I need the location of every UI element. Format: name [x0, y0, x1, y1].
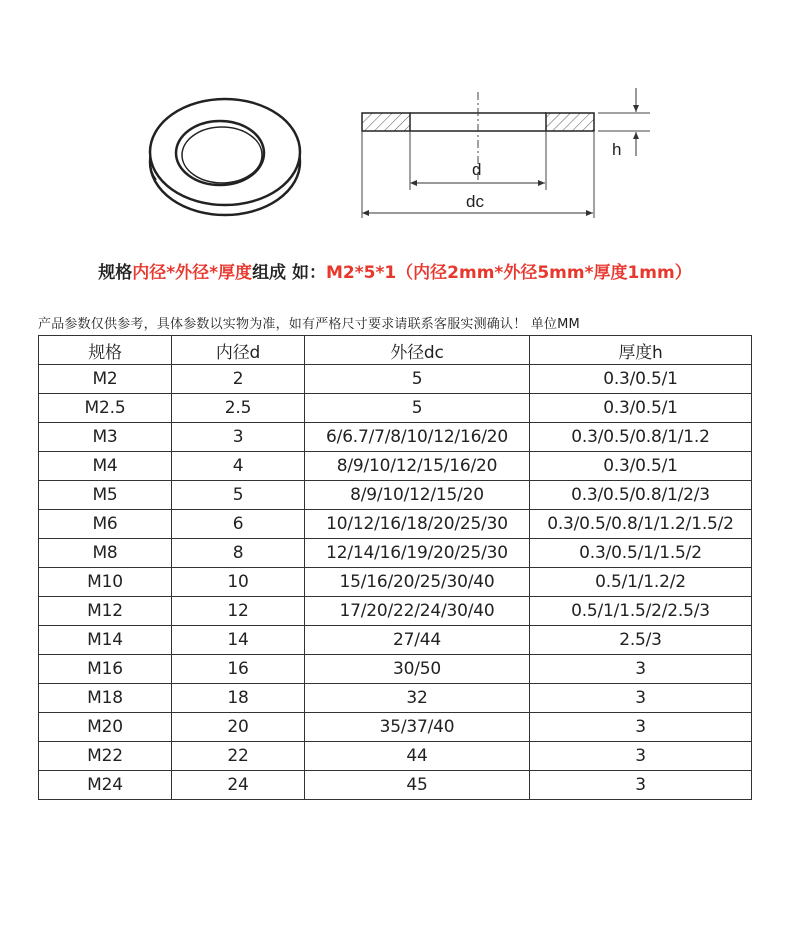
cell-spec: M24 [39, 771, 172, 800]
cell-spec: M18 [39, 684, 172, 713]
cell-outer-diameter: 8/9/10/12/15/20 [305, 481, 530, 510]
disclaimer-note: 产品参数仅供参考，具体参数以实物为准，如有严格尺寸要求请联系客服实测确认！ 单位MM [38, 317, 580, 332]
cell-inner-diameter: 2 [172, 365, 305, 394]
cell-thickness: 0.3/0.5/0.8/1/2/3 [530, 481, 752, 510]
cell-outer-diameter: 30/50 [305, 655, 530, 684]
cell-thickness: 0.5/1/1.2/2 [530, 568, 752, 597]
cell-thickness: 0.3/0.5/1 [530, 452, 752, 481]
cell-inner-diameter: 10 [172, 568, 305, 597]
cell-outer-diameter: 35/37/40 [305, 713, 530, 742]
cell-inner-diameter: 4 [172, 452, 305, 481]
cell-spec: M22 [39, 742, 172, 771]
spec-table [38, 335, 752, 800]
washer-section-view [362, 88, 650, 218]
spec-format-title [0, 258, 790, 283]
cell-spec: M2 [39, 365, 172, 394]
table-row [39, 481, 752, 510]
table-row [39, 684, 752, 713]
title-part-3: 组成 如： [252, 263, 326, 283]
header-thickness: 厚度h [530, 336, 752, 365]
cell-outer-diameter: 45 [305, 771, 530, 800]
cell-outer-diameter: 8/9/10/12/15/16/20 [305, 452, 530, 481]
header-outer-diameter: 外径dc [305, 336, 530, 365]
washer-3d-view [150, 99, 300, 215]
cell-thickness: 3 [530, 771, 752, 800]
cell-inner-diameter: 22 [172, 742, 305, 771]
dim-label-h: h [612, 140, 622, 159]
cell-spec: M6 [39, 510, 172, 539]
cell-inner-diameter: 24 [172, 771, 305, 800]
title-part-2: 内径*外径*厚度 [132, 263, 253, 283]
cell-outer-diameter: 5 [305, 365, 530, 394]
cell-spec: M3 [39, 423, 172, 452]
cell-inner-diameter: 20 [172, 713, 305, 742]
cell-thickness: 0.3/0.5/0.8/1/1.2 [530, 423, 752, 452]
cell-inner-diameter: 18 [172, 684, 305, 713]
cell-outer-diameter: 10/12/16/18/20/25/30 [305, 510, 530, 539]
cell-spec: M12 [39, 597, 172, 626]
table-row [39, 510, 752, 539]
dim-label-dc: dc [466, 192, 484, 211]
cell-thickness: 3 [530, 742, 752, 771]
cell-thickness: 3 [530, 684, 752, 713]
table-row [39, 394, 752, 423]
table-row [39, 655, 752, 684]
cell-inner-diameter: 6 [172, 510, 305, 539]
cell-outer-diameter: 32 [305, 684, 530, 713]
table-row [39, 597, 752, 626]
washer-drawing [0, 0, 790, 250]
cell-spec: M4 [39, 452, 172, 481]
cell-thickness: 0.3/0.5/1 [530, 394, 752, 423]
cell-spec: M8 [39, 539, 172, 568]
cell-spec: M14 [39, 626, 172, 655]
cell-outer-diameter: 17/20/22/24/30/40 [305, 597, 530, 626]
cell-thickness: 2.5/3 [530, 626, 752, 655]
cell-thickness: 3 [530, 713, 752, 742]
cell-thickness: 0.3/0.5/0.8/1/1.2/1.5/2 [530, 510, 752, 539]
table-row [39, 742, 752, 771]
table-row [39, 626, 752, 655]
table-row [39, 423, 752, 452]
cell-outer-diameter: 5 [305, 394, 530, 423]
cell-thickness: 0.3/0.5/1 [530, 365, 752, 394]
cell-thickness: 3 [530, 655, 752, 684]
cell-inner-diameter: 8 [172, 539, 305, 568]
cell-spec: M10 [39, 568, 172, 597]
cell-inner-diameter: 5 [172, 481, 305, 510]
title-part-1: 规格 [98, 263, 133, 283]
cell-spec: M20 [39, 713, 172, 742]
cell-inner-diameter: 12 [172, 597, 305, 626]
table-row [39, 539, 752, 568]
cell-spec: M16 [39, 655, 172, 684]
header-inner-diameter: 内径d [172, 336, 305, 365]
title-part-4: M2*5*1（内径2mm*外径5mm*厚度1mm） [325, 263, 692, 283]
table-row [39, 452, 752, 481]
cell-spec: M5 [39, 481, 172, 510]
cell-thickness: 0.3/0.5/1/1.5/2 [530, 539, 752, 568]
cell-spec: M2.5 [39, 394, 172, 423]
table-row [39, 713, 752, 742]
cell-inner-diameter: 3 [172, 423, 305, 452]
table-row [39, 771, 752, 800]
cell-inner-diameter: 2.5 [172, 394, 305, 423]
header-spec: 规格 [39, 336, 172, 365]
cell-inner-diameter: 14 [172, 626, 305, 655]
cell-outer-diameter: 44 [305, 742, 530, 771]
table-row [39, 365, 752, 394]
table-header-row [39, 336, 752, 365]
cell-outer-diameter: 12/14/16/19/20/25/30 [305, 539, 530, 568]
cell-outer-diameter: 15/16/20/25/30/40 [305, 568, 530, 597]
cell-outer-diameter: 6/6.7/7/8/10/12/16/20 [305, 423, 530, 452]
cell-inner-diameter: 16 [172, 655, 305, 684]
cell-outer-diameter: 27/44 [305, 626, 530, 655]
dim-label-d: d [472, 160, 482, 179]
table-row [39, 568, 752, 597]
cell-thickness: 0.5/1/1.5/2/2.5/3 [530, 597, 752, 626]
